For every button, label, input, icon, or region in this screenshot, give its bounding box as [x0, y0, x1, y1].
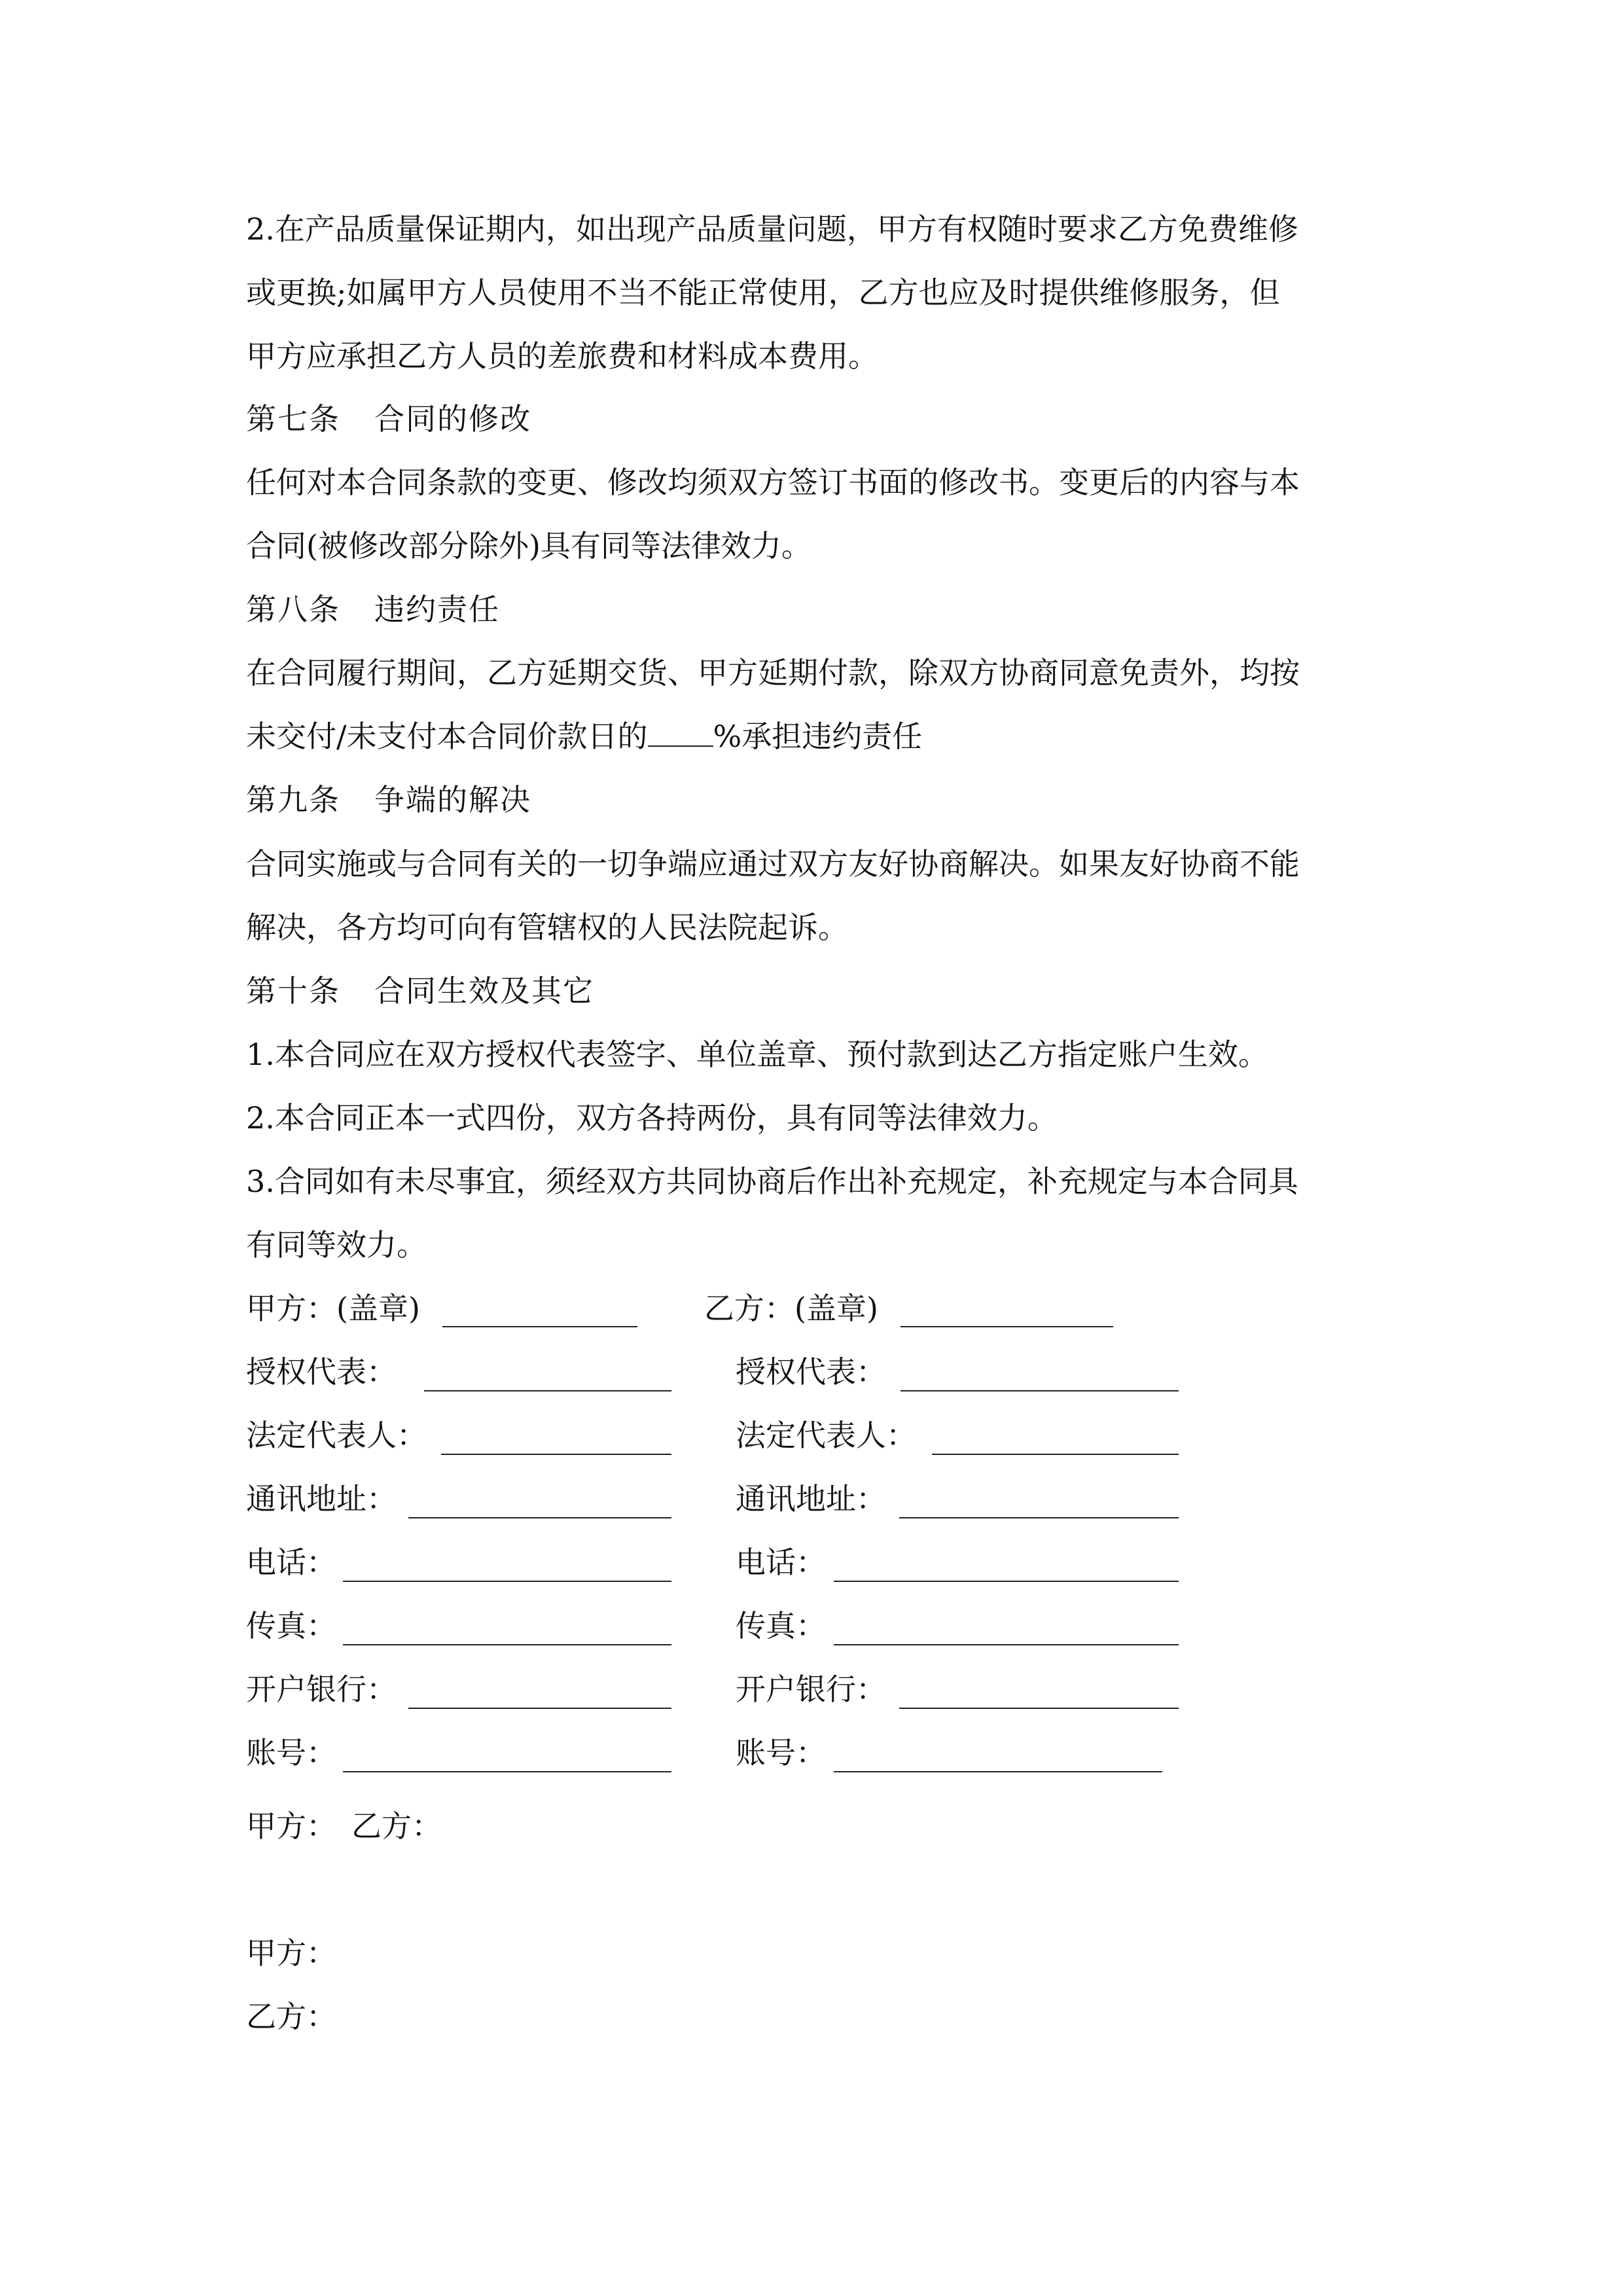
- clause10-item3-line1: 3.合同如有未尽事宜，须经双方共同协商后作出补充规定，补充规定与本合同具: [246, 1164, 1298, 1199]
- party-b-bank-line[interactable]: [899, 1708, 1179, 1709]
- party-a-fax-label: 传真：: [246, 1608, 336, 1643]
- clause9-line2: 解决，各方均可向有管辖权的人民法院起诉。: [246, 910, 848, 945]
- clause10-item3-line2: 有同等效力。: [246, 1227, 427, 1263]
- party-b-account-line[interactable]: [834, 1771, 1162, 1772]
- party-b-legal-rep-label: 法定代表人：: [736, 1418, 916, 1453]
- clause8-line2: [246, 717, 922, 756]
- party-b-final: 乙方：: [246, 1999, 336, 2034]
- party-b-legal-rep-line[interactable]: [932, 1454, 1179, 1455]
- clause10-number: 第十条: [246, 973, 340, 1009]
- clause8-title: 违约责任: [374, 592, 500, 627]
- party-a-fax-line[interactable]: [343, 1644, 671, 1645]
- party-b-fax-line[interactable]: [834, 1644, 1179, 1645]
- clause9-heading: [246, 780, 531, 819]
- party-b-seal-label: 乙方：(盖章): [704, 1291, 878, 1326]
- clause6-p2-line2: 或更换;如属甲方人员使用不当不能正常使用，乙方也应及时提供维修服务，但: [246, 275, 1280, 310]
- clause7-line2: 合同(被修改部分除外)具有同等法律效力。: [246, 528, 812, 564]
- clause7-number: 第七条: [246, 401, 340, 437]
- party-b-bank-label: 开户银行：: [736, 1672, 886, 1707]
- clause10-item2: 2.本合同正本一式四份，双方各持两份，具有同等法律效力。: [246, 1100, 1058, 1136]
- party-b-fax-label: 传真：: [736, 1608, 826, 1643]
- party-a-phone-label: 电话：: [246, 1545, 336, 1580]
- party-b-authorized-rep-line[interactable]: [901, 1390, 1179, 1391]
- party-a-legal-rep-label: 法定代表人：: [246, 1418, 427, 1453]
- party-b-phone-label: 电话：: [736, 1545, 826, 1580]
- party-a-address-line[interactable]: [408, 1517, 671, 1518]
- penalty-rate-blank[interactable]: [648, 717, 713, 747]
- clause8-line2-before: 未交付/未支付本合同价款日的: [246, 719, 648, 754]
- clause10-heading: [246, 971, 594, 1011]
- party-a-account-label: 账号：: [246, 1735, 336, 1770]
- clause6-p2-line3: 甲方应承担乙方人员的差旅费和材料成本费用。: [246, 338, 878, 374]
- party-b-phone-line[interactable]: [834, 1581, 1179, 1582]
- party-a-final: 甲方：: [246, 1935, 336, 1971]
- party-a-address-label: 通讯地址：: [246, 1481, 397, 1516]
- party-a-bank-label: 开户银行：: [246, 1672, 397, 1707]
- party-b-address-label: 通讯地址：: [736, 1481, 886, 1516]
- party-a-authorized-rep-label: 授权代表：: [246, 1354, 397, 1390]
- clause10-title: 合同生效及其它: [374, 973, 594, 1009]
- clause8-number: 第八条: [246, 592, 340, 627]
- party-b-address-line[interactable]: [899, 1517, 1179, 1518]
- clause7-line1: 任何对本合同条款的变更、修改均须双方签订书面的修改书。变更后的内容与本: [246, 465, 1300, 500]
- clause9-line1: 合同实施或与合同有关的一切争端应通过双方友好协商解决。如果友好协商不能: [246, 846, 1300, 882]
- clause9-number: 第九条: [246, 782, 340, 817]
- clause7-heading: [246, 399, 531, 439]
- clause7-title: 合同的修改: [374, 401, 531, 437]
- party-a-phone-line[interactable]: [343, 1581, 671, 1582]
- inline-parties: 甲方： 乙方：: [246, 1808, 442, 1844]
- party-b-seal-line[interactable]: [901, 1326, 1113, 1327]
- party-a-bank-line[interactable]: [408, 1708, 671, 1709]
- clause9-title: 争端的解决: [374, 782, 531, 817]
- party-a-seal-line[interactable]: [442, 1326, 637, 1327]
- clause10-item1: 1.本合同应在双方授权代表签字、单位盖章、预付款到达乙方指定账户生效。: [246, 1037, 1268, 1072]
- clause6-p2-line1: 2.在产品质量保证期内，如出现产品质量问题，甲方有权随时要求乙方免费维修: [246, 211, 1298, 247]
- party-b-account-label: 账号：: [736, 1735, 826, 1770]
- party-a-account-line[interactable]: [343, 1771, 671, 1772]
- party-a-authorized-rep-line[interactable]: [424, 1390, 671, 1391]
- party-a-legal-rep-line[interactable]: [441, 1454, 671, 1455]
- clause8-line2-after: %承担违约责任: [713, 719, 923, 754]
- clause8-heading: [246, 590, 500, 629]
- clause8-line1: 在合同履行期间，乙方延期交货、甲方延期付款，除双方协商同意免责外，均按: [246, 655, 1300, 691]
- party-b-authorized-rep-label: 授权代表：: [736, 1354, 886, 1390]
- party-a-seal-label: 甲方：(盖章): [246, 1291, 420, 1326]
